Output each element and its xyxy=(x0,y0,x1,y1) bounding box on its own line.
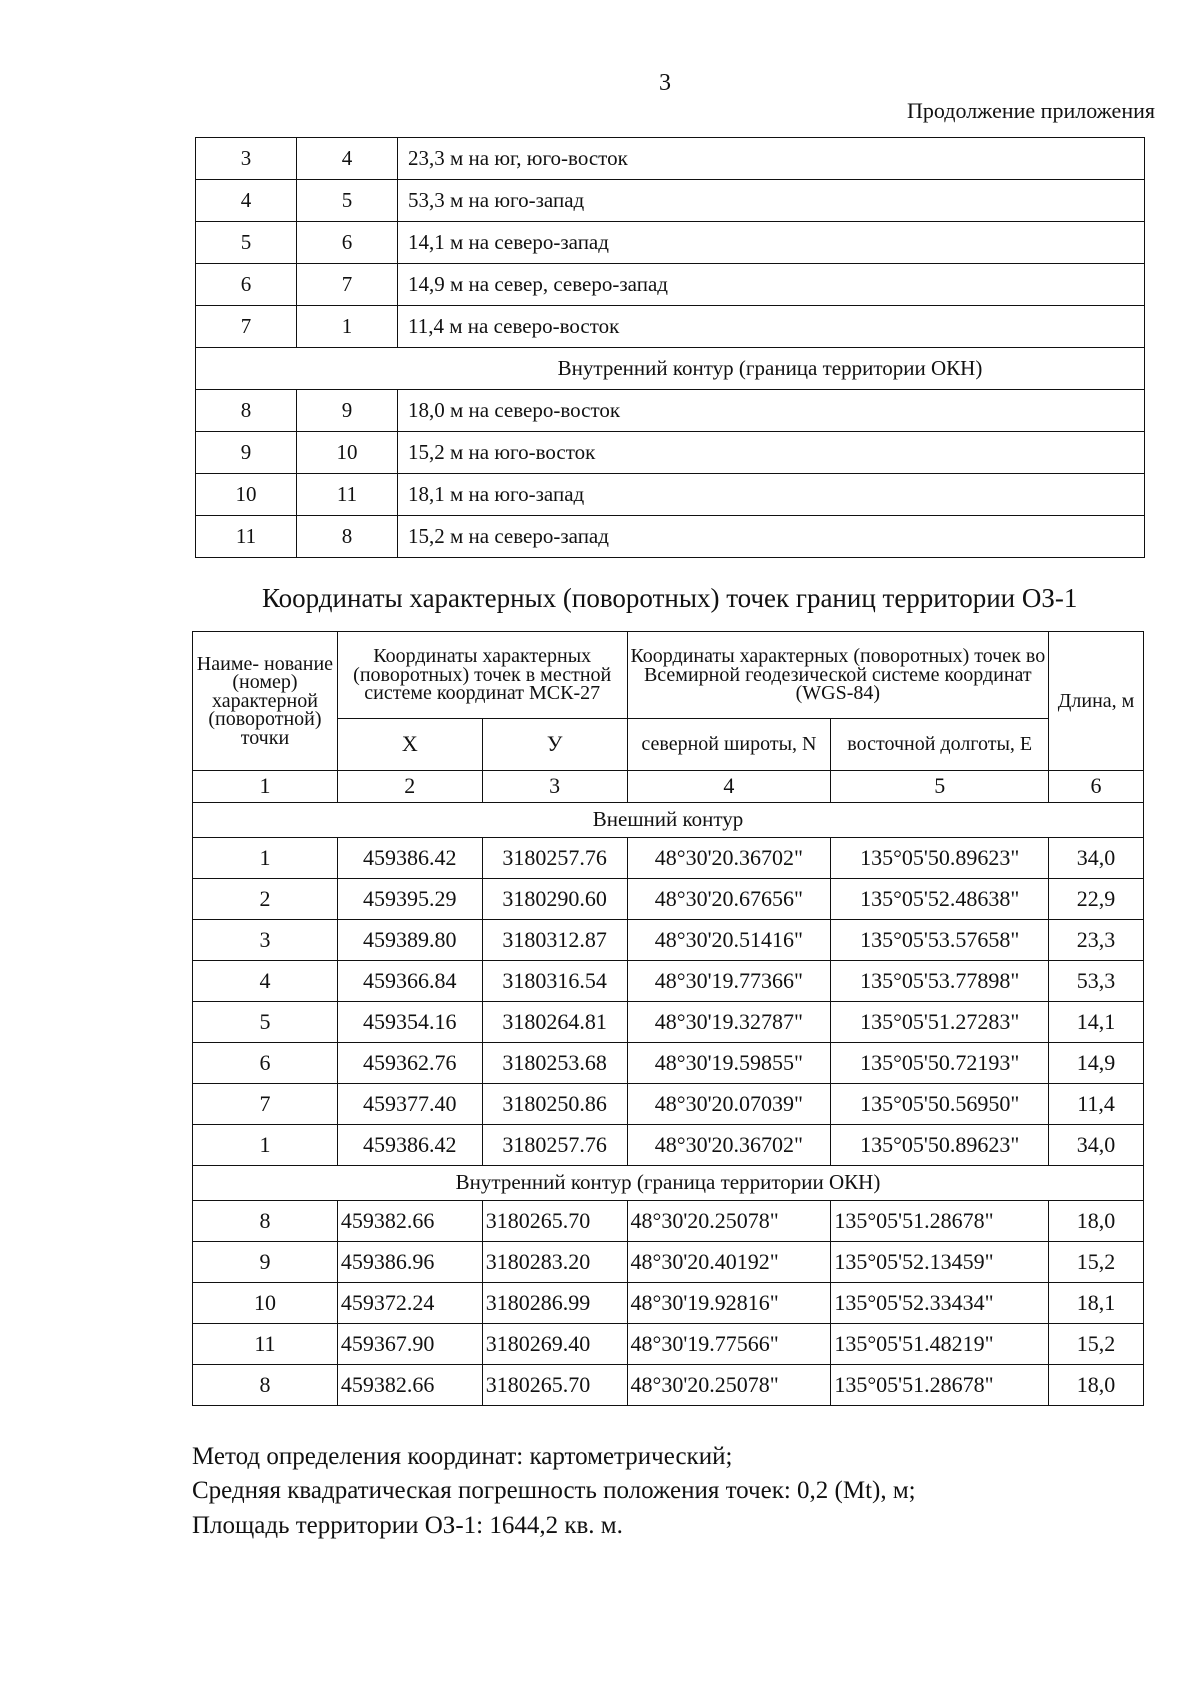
coord-y: 3180257.76 xyxy=(482,838,627,879)
coord-x: 459377.40 xyxy=(337,1084,482,1125)
inner-contour-label: Внутренний контур (граница территории ОКН) xyxy=(193,1166,1144,1201)
segment-length: 15,2 xyxy=(1049,1324,1144,1365)
table-row xyxy=(193,1201,1144,1242)
header-east: восточной долготы, E xyxy=(831,719,1049,771)
segment-length: 34,0 xyxy=(1049,838,1144,879)
to-point: 1 xyxy=(297,306,398,348)
from-point: 8 xyxy=(196,390,297,432)
header-length: Длина, м xyxy=(1049,632,1144,771)
coord-x: 459354.16 xyxy=(337,1002,482,1043)
coord-y: 3180265.70 xyxy=(482,1365,627,1406)
longitude-e: 135°05'52.13459" xyxy=(831,1242,1049,1283)
from-point: 10 xyxy=(196,474,297,516)
longitude-e: 135°05'53.77898" xyxy=(831,961,1049,1002)
segment-length: 18,0 xyxy=(1049,1201,1144,1242)
footer-method: Метод определения координат: картометрический; xyxy=(192,1443,733,1470)
longitude-e: 135°05'52.33434" xyxy=(831,1283,1049,1324)
segment-length: 34,0 xyxy=(1049,1125,1144,1166)
from-point: 5 xyxy=(196,222,297,264)
header-msk27: Координаты характерных (поворотных) точек в местной системе координат МСК-27 xyxy=(337,632,627,719)
segment-length: 18,0 xyxy=(1049,1365,1144,1406)
latitude-n: 48°30'19.77366" xyxy=(627,961,831,1002)
point-number: 1 xyxy=(193,838,338,879)
header-y: У xyxy=(482,719,627,771)
from-point: 6 xyxy=(196,264,297,306)
latitude-n: 48°30'19.92816" xyxy=(627,1283,831,1324)
coord-x: 459372.24 xyxy=(337,1283,482,1324)
table-row xyxy=(196,390,1145,432)
table-row xyxy=(193,920,1144,961)
table-row xyxy=(196,264,1145,306)
table-row xyxy=(193,1283,1144,1324)
to-point: 9 xyxy=(297,390,398,432)
table-row xyxy=(193,1125,1144,1166)
column-number: 6 xyxy=(1049,771,1144,803)
header-wgs84: Координаты характерных (поворотных) точек во Всемирной геодезической системе координат (WGS-84) xyxy=(627,632,1049,719)
table-row xyxy=(196,222,1145,264)
longitude-e: 135°05'51.28678" xyxy=(831,1201,1049,1242)
coord-x: 459362.76 xyxy=(337,1043,482,1084)
table-row xyxy=(193,838,1144,879)
table-row xyxy=(193,1242,1144,1283)
table1-outer-rows xyxy=(196,138,1145,348)
to-point: 8 xyxy=(297,516,398,558)
table-row xyxy=(196,516,1145,558)
point-number: 1 xyxy=(193,1125,338,1166)
table-row xyxy=(196,474,1145,516)
longitude-e: 135°05'52.48638" xyxy=(831,879,1049,920)
to-point: 7 xyxy=(297,264,398,306)
point-number: 7 xyxy=(193,1084,338,1125)
point-number: 2 xyxy=(193,879,338,920)
header-x: X xyxy=(337,719,482,771)
point-number: 10 xyxy=(193,1283,338,1324)
coord-x: 459386.42 xyxy=(337,838,482,879)
coord-x: 459367.90 xyxy=(337,1324,482,1365)
table1-section xyxy=(196,348,1145,390)
segment-description: 11,4 м на северо-восток xyxy=(398,306,1145,348)
table-row xyxy=(196,138,1145,180)
table-row xyxy=(193,1002,1144,1043)
from-point: 9 xyxy=(196,432,297,474)
coord-y: 3180316.54 xyxy=(482,961,627,1002)
coord-x: 459382.66 xyxy=(337,1365,482,1406)
coord-x: 459386.42 xyxy=(337,1125,482,1166)
outer-contour-label: Внешний контур xyxy=(193,803,1144,838)
coord-y: 3180253.68 xyxy=(482,1043,627,1084)
latitude-n: 48°30'20.25078" xyxy=(627,1365,831,1406)
coord-x: 459366.84 xyxy=(337,961,482,1002)
segment-description: 15,2 м на юго-восток xyxy=(398,432,1145,474)
table-row xyxy=(196,306,1145,348)
point-number: 8 xyxy=(193,1365,338,1406)
coord-y: 3180257.76 xyxy=(482,1125,627,1166)
point-number: 9 xyxy=(193,1242,338,1283)
footer-notes xyxy=(192,1440,916,1543)
to-point: 5 xyxy=(297,180,398,222)
segment-length: 18,1 xyxy=(1049,1283,1144,1324)
latitude-n: 48°30'20.40192" xyxy=(627,1242,831,1283)
table-row xyxy=(196,432,1145,474)
table-row xyxy=(196,180,1145,222)
latitude-n: 48°30'20.51416" xyxy=(627,920,831,961)
column-number: 5 xyxy=(831,771,1049,803)
segment-description: 14,9 м на север, северо-запад xyxy=(398,264,1145,306)
segment-description: 18,0 м на северо-восток xyxy=(398,390,1145,432)
from-point: 11 xyxy=(196,516,297,558)
segment-length: 11,4 xyxy=(1049,1084,1144,1125)
coord-y: 3180264.81 xyxy=(482,1002,627,1043)
to-point: 11 xyxy=(297,474,398,516)
coord-y: 3180290.60 xyxy=(482,879,627,920)
inner-contour-rows xyxy=(193,1201,1144,1406)
header-point-name: Наиме- нование (номер) характерной (поворотной) точки xyxy=(193,632,338,771)
segment-length: 14,9 xyxy=(1049,1043,1144,1084)
segment-length: 22,9 xyxy=(1049,879,1144,920)
longitude-e: 135°05'50.89623" xyxy=(831,1125,1049,1166)
segment-description: 15,2 м на северо-запад xyxy=(398,516,1145,558)
coord-y: 3180250.86 xyxy=(482,1084,627,1125)
latitude-n: 48°30'20.25078" xyxy=(627,1201,831,1242)
segment-description: 23,3 м на юг, юго-восток xyxy=(398,138,1145,180)
longitude-e: 135°05'51.28678" xyxy=(831,1365,1049,1406)
point-number: 5 xyxy=(193,1002,338,1043)
point-number: 6 xyxy=(193,1043,338,1084)
latitude-n: 48°30'20.36702" xyxy=(627,1125,831,1166)
header-north: северной широты, N xyxy=(627,719,831,771)
table-row xyxy=(193,961,1144,1002)
outer-contour-rows xyxy=(193,838,1144,1166)
longitude-e: 135°05'51.27283" xyxy=(831,1002,1049,1043)
latitude-n: 48°30'19.32787" xyxy=(627,1002,831,1043)
coord-y: 3180283.20 xyxy=(482,1242,627,1283)
point-number: 3 xyxy=(193,920,338,961)
page-number: 3 xyxy=(659,70,671,96)
segment-description: 18,1 м на юго-запад xyxy=(398,474,1145,516)
coord-x: 459389.80 xyxy=(337,920,482,961)
segment-length: 14,1 xyxy=(1049,1002,1144,1043)
longitude-e: 135°05'50.56950" xyxy=(831,1084,1049,1125)
column-number: 3 xyxy=(482,771,627,803)
coordinates-table xyxy=(192,631,1144,1406)
footer-error: Средняя квадратическая погрешность положения точек: 0,2 (Mt), м; xyxy=(192,1477,916,1505)
from-point: 3 xyxy=(196,138,297,180)
latitude-n: 48°30'19.59855" xyxy=(627,1043,831,1084)
column-number: 1 xyxy=(193,771,338,803)
coord-y: 3180265.70 xyxy=(482,1201,627,1242)
column-number: 2 xyxy=(337,771,482,803)
segment-length: 15,2 xyxy=(1049,1242,1144,1283)
point-number: 4 xyxy=(193,961,338,1002)
to-point: 10 xyxy=(297,432,398,474)
segment-length: 23,3 xyxy=(1049,920,1144,961)
longitude-e: 135°05'50.89623" xyxy=(831,838,1049,879)
point-number: 11 xyxy=(193,1324,338,1365)
column-number: 4 xyxy=(627,771,831,803)
longitude-e: 135°05'53.57658" xyxy=(831,920,1049,961)
table-row xyxy=(193,1084,1144,1125)
latitude-n: 48°30'20.67656" xyxy=(627,879,831,920)
boundary-description-table xyxy=(195,137,1145,558)
coordinates-table-title: Координаты характерных (поворотных) точек границ территории ОЗ-1 xyxy=(262,583,1078,613)
latitude-n: 48°30'20.36702" xyxy=(627,838,831,879)
longitude-e: 135°05'51.48219" xyxy=(831,1324,1049,1365)
coord-x: 459395.29 xyxy=(337,879,482,920)
footer-area: Площадь территории ОЗ-1: 1644,2 кв. м. xyxy=(192,1511,623,1539)
to-point: 4 xyxy=(297,138,398,180)
table-row xyxy=(193,1043,1144,1084)
segment-description: 14,1 м на северо-запад xyxy=(398,222,1145,264)
coord-x: 459386.96 xyxy=(337,1242,482,1283)
table1-section-label: Внутренний контур (граница территории ОКН) xyxy=(196,348,1145,390)
longitude-e: 135°05'50.72193" xyxy=(831,1043,1049,1084)
coord-y: 3180312.87 xyxy=(482,920,627,961)
coord-y: 3180286.99 xyxy=(482,1283,627,1324)
coord-x: 459382.66 xyxy=(337,1201,482,1242)
coord-y: 3180269.40 xyxy=(482,1324,627,1365)
table-row xyxy=(193,879,1144,920)
to-point: 6 xyxy=(297,222,398,264)
table-row xyxy=(193,1324,1144,1365)
from-point: 4 xyxy=(196,180,297,222)
table-row xyxy=(193,1365,1144,1406)
table1-inner-rows xyxy=(196,390,1145,558)
from-point: 7 xyxy=(196,306,297,348)
continuation-label: Продолжение приложения xyxy=(907,98,1155,123)
latitude-n: 48°30'19.77566" xyxy=(627,1324,831,1365)
segment-length: 53,3 xyxy=(1049,961,1144,1002)
point-number: 8 xyxy=(193,1201,338,1242)
segment-description: 53,3 м на юго-запад xyxy=(398,180,1145,222)
latitude-n: 48°30'20.07039" xyxy=(627,1084,831,1125)
